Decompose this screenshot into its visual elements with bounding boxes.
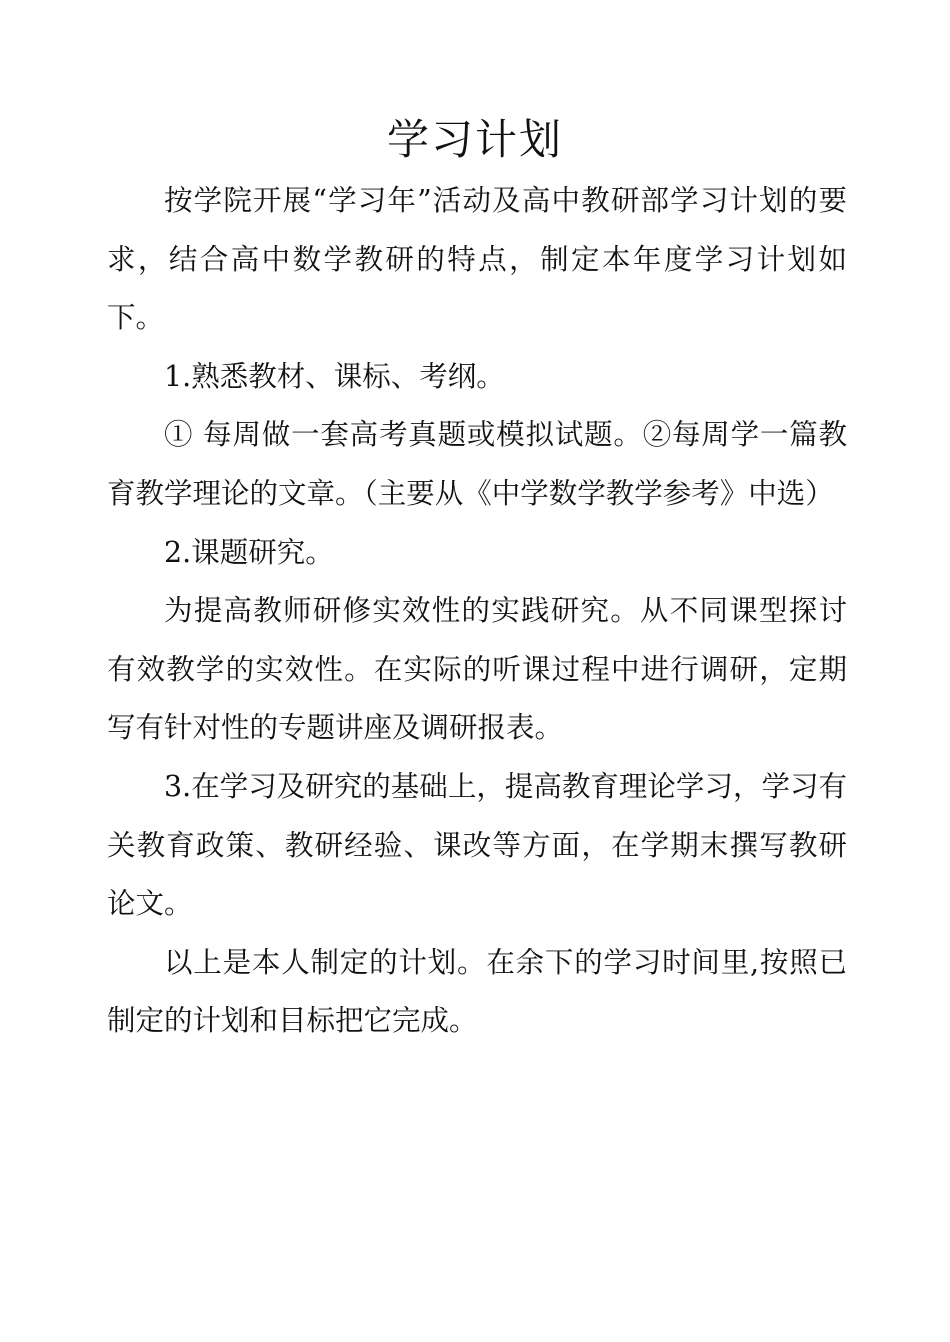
document-title: 学习计划 [386,115,563,164]
paragraph-conclusion: 以上是本人制定的计划。在余下的学习时间里,按照已制定的计划和目标把它完成。 [107,945,847,1038]
paragraph-item-2-heading: 2.课题研究。 [164,535,334,569]
paragraph-item-3: 3.在学习及研究的基础上，提高教育理论学习，学习有关教育政策、教研经验、课改等方面，在学期末撰写教研论文。 [107,769,847,921]
paragraph-item-2-detail: 为提高教师研修实效性的实践研究。从不同课型探讨有效教学的实效性。在实际的听课过程中进行调研，定期写有针对性的专题讲座及调研报表。 [107,594,847,745]
paragraph-item-1-detail: ① 每周做一套高考真题或模拟试题。②每周学一篇教育教学理论的文章。（主要从《中学数学教学参考》中选） [107,418,847,510]
paragraph-intro: 按学院开展“学习年”活动及高中教研部学习计划的要求，结合高中数学教研的特点，制定本年度学习计划如下。 [107,184,847,335]
document-body [107,172,847,1051]
paragraph-item-1-heading: 1.熟悉教材、课标、考纲。 [164,359,505,393]
